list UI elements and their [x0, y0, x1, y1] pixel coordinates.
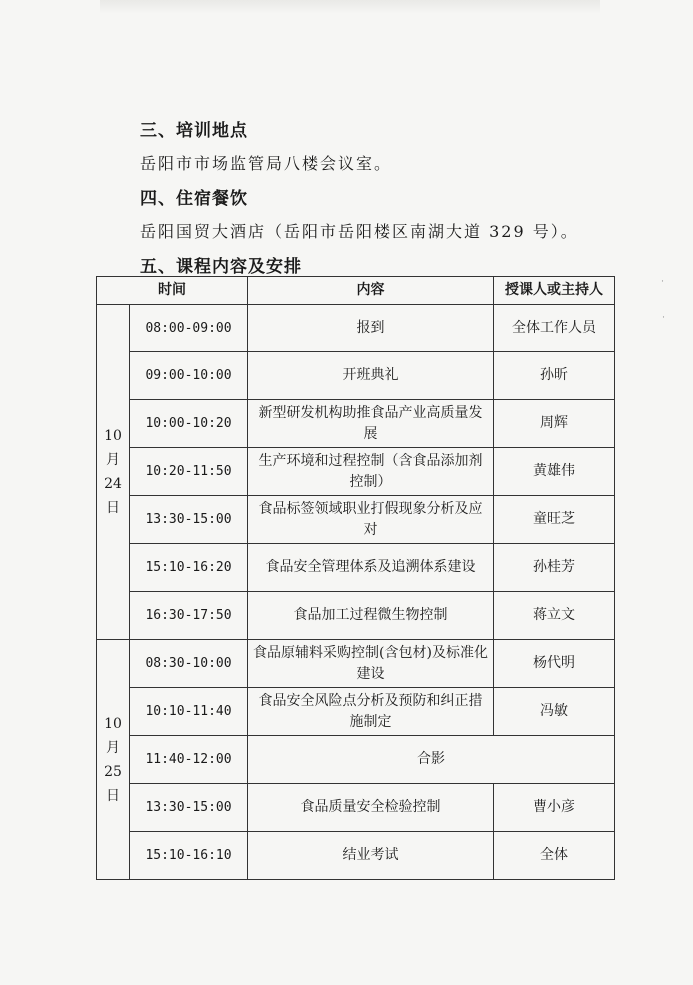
table-row: [97, 640, 615, 688]
content-cell: 食品安全管理体系及追溯体系建设: [248, 544, 494, 592]
table-row: [97, 736, 615, 784]
table-row: [97, 496, 615, 544]
time-cell: 15:10-16:10: [130, 832, 248, 880]
content-cell: 结业考试: [248, 832, 494, 880]
content-cell: 食品质量安全检验控制: [248, 784, 494, 832]
section-4-title: 四、住宿餐饮: [140, 189, 248, 209]
time-cell: 15:10-16:20: [130, 544, 248, 592]
presenter-cell: 杨代明: [494, 640, 615, 688]
presenter-cell: 曹小彦: [494, 784, 615, 832]
time-cell: 13:30-15:00: [130, 496, 248, 544]
table-row: [97, 784, 615, 832]
header-content: 内容: [248, 277, 494, 305]
presenter-cell: 冯敏: [494, 688, 615, 736]
time-cell: 13:30-15:00: [130, 784, 248, 832]
table-row: [97, 544, 615, 592]
content-cell: 报到: [248, 305, 494, 352]
table-header-row: [97, 277, 615, 305]
content-cell-merged: 合影: [248, 736, 615, 784]
content-cell: 食品安全风险点分析及预防和纠正措施制定: [248, 688, 494, 736]
table-row: [97, 832, 615, 880]
content-cell: 生产环境和过程控制（含食品添加剂控制）: [248, 448, 494, 496]
presenter-cell: 孙昕: [494, 352, 615, 400]
table-row: [97, 592, 615, 640]
time-cell: 09:00-10:00: [130, 352, 248, 400]
presenter-cell: 全体: [494, 832, 615, 880]
presenter-cell: 蒋立文: [494, 592, 615, 640]
header-time: 时间: [97, 277, 248, 305]
time-cell: 10:00-10:20: [130, 400, 248, 448]
scan-top-shadow: [100, 0, 600, 14]
time-cell: 16:30-17:50: [130, 592, 248, 640]
day-label: 10月24日: [97, 305, 130, 640]
schedule-table: [96, 276, 615, 880]
table-row: [97, 448, 615, 496]
scan-speck: ˙: [660, 280, 665, 291]
time-cell: 11:40-12:00: [130, 736, 248, 784]
content-cell: 食品标签领域职业打假现象分析及应对: [248, 496, 494, 544]
table-row: [97, 305, 615, 352]
presenter-cell: 孙桂芳: [494, 544, 615, 592]
presenter-cell: 黄雄伟: [494, 448, 615, 496]
time-cell: 08:00-09:00: [130, 305, 248, 352]
time-cell: 08:30-10:00: [130, 640, 248, 688]
content-cell: 食品加工过程微生物控制: [248, 592, 494, 640]
content-cell: 开班典礼: [248, 352, 494, 400]
presenter-cell: 全体工作人员: [494, 305, 615, 352]
content-cell: 食品原辅料采购控制(含包材)及标准化建设: [248, 640, 494, 688]
table-row: [97, 688, 615, 736]
section-4-text: 岳阳国贸大酒店（岳阳市岳阳楼区南湖大道 329 号）。: [140, 222, 579, 241]
section-5-title: 五、课程内容及安排: [140, 257, 302, 277]
day-label: 10月25日: [97, 640, 130, 880]
presenter-cell: 周辉: [494, 400, 615, 448]
table-row: [97, 400, 615, 448]
presenter-cell: 童旺芝: [494, 496, 615, 544]
time-cell: 10:10-11:40: [130, 688, 248, 736]
header-presenter: 授课人或主持人: [494, 277, 615, 305]
scan-speck: ˙: [661, 316, 666, 327]
section-3-text: 岳阳市市场监管局八楼会议室。: [140, 154, 393, 173]
time-cell: 10:20-11:50: [130, 448, 248, 496]
content-cell: 新型研发机构助推食品产业高质量发展: [248, 400, 494, 448]
section-3-title: 三、培训地点: [140, 121, 248, 141]
table-row: [97, 352, 615, 400]
